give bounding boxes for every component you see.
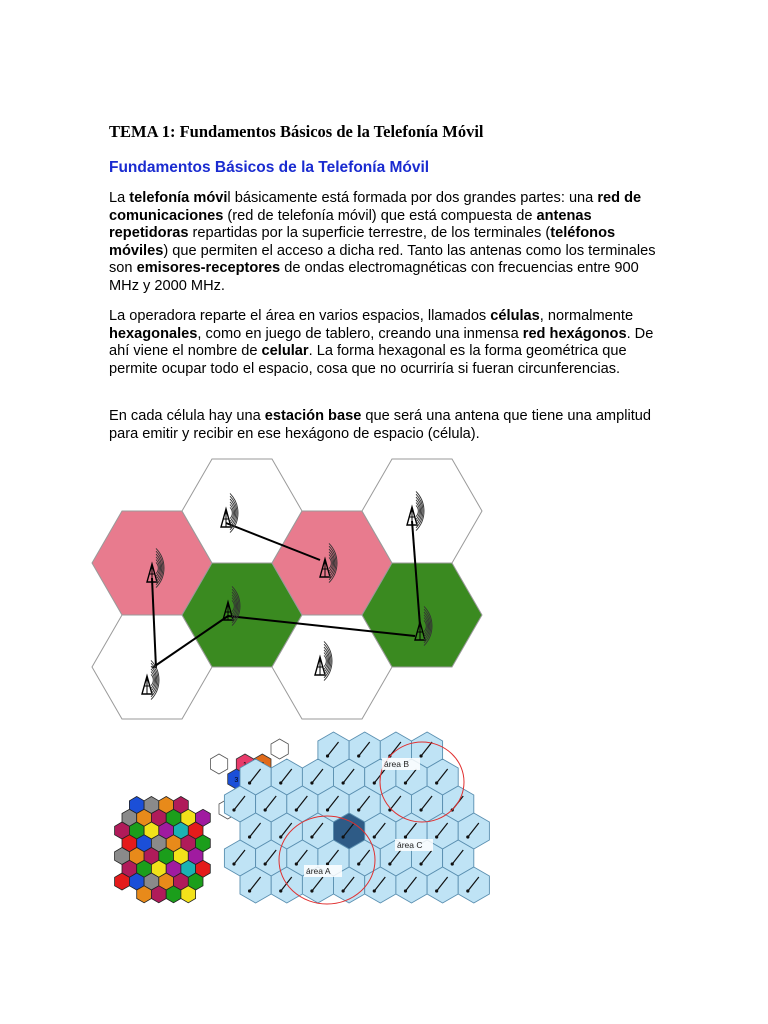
cluster-number: 3 [234,777,239,784]
antenna-base [279,889,282,892]
antenna-base [388,862,391,865]
antenna-base [310,781,313,784]
bold-term: hexagonales [109,325,198,342]
text-run: , como en juego de tablero, creando una inmensa [197,325,523,342]
page-title: TEMA 1: Fundamentos Básicos de la Telefonía Móvil [109,122,484,141]
antenna-base [466,889,469,892]
bold-term: telefonía móvi [129,190,228,206]
antenna-base [279,835,282,838]
bold-term: red de comunicaciones [109,190,642,224]
bold-term: teléfonos móviles [109,225,616,259]
section-heading: Fundamentos Básicos de la Telefonía Móvil [109,159,430,176]
area-hexagon-map [232,732,507,910]
paragraph-1 [109,190,657,295]
antenna-base [295,862,298,865]
bold-term: red hexágonos [522,325,627,342]
text-run: , normalmente [539,308,634,324]
text-run: repartidas por la superficie terrestre, de los terminales ( [188,225,551,241]
antenna-base [232,808,235,811]
color-hexagon [151,886,166,903]
antenna-base [451,862,454,865]
bold-term: emisores-receptores [136,260,281,276]
text-run: de ondas electromagnéticas con frecuencias entre 900 MHz y 2000 MHz. [109,260,639,294]
bold-term: antenas repetidoras [109,207,592,241]
text-run: que será una antena que tiene una amplitud para emitir y recibir en ese hexágono de espacio (célula). [109,408,651,442]
text-run: La [109,190,130,206]
bold-term: estación base [264,408,362,424]
color-hexagon [115,873,130,890]
text-run: . La forma hexagonal es la forma geométrica que permite ocupar todo el espacio, cosa que no ocurriría si fueran circunferencias. [109,343,627,377]
antenna-base [435,835,438,838]
antenna-base [435,781,438,784]
text-run: . De ahí viene el nombre de [109,325,654,359]
text-run: En cada célula hay una [109,408,265,424]
antenna-base [232,862,235,865]
antenna-base [295,808,298,811]
color-hexagon [166,886,181,903]
antenna-base [310,889,313,892]
cellular-network-diagram [100,468,510,718]
color-hexagon [181,886,196,903]
antenna-base [357,808,360,811]
antenna-base [373,889,376,892]
outline-hexagon [210,754,227,774]
area-c-label: área C [397,840,423,850]
antenna-base [342,835,345,838]
antenna-base [248,835,251,838]
antenna-base [342,889,345,892]
antenna-base [248,781,251,784]
antenna-base [404,781,407,784]
area-a-label: área A [306,866,331,876]
color-hexagon [137,886,152,903]
antenna-base [435,889,438,892]
antenna-base [248,889,251,892]
paragraph-3 [109,408,657,443]
text-run: l básicamente está formada por dos grandes partes: una [227,190,598,206]
bold-term: celular [261,343,309,359]
antenna-base [419,754,422,757]
cluster-hexagon-grid [100,725,239,915]
area-b-label: área B [384,759,410,769]
text-run: ) que permiten el acceso a dicha red. Tanto las antenas como los terminales son [109,242,656,276]
antenna-base [310,835,313,838]
antenna-base [373,835,376,838]
antenna-base [264,862,267,865]
antenna-base [264,808,267,811]
antenna-base [404,889,407,892]
text-run: La operadora reparte el área en varios espacios, llamados [109,308,491,324]
antenna-base [342,781,345,784]
antenna-base [357,862,360,865]
bold-term: células [490,308,540,324]
antenna-base [279,781,282,784]
antenna-base [357,754,360,757]
text-run: (red de telefonía móvil) que está compuesta de [223,207,537,224]
antenna-base [373,781,376,784]
antenna-base [326,808,329,811]
antenna-base [419,862,422,865]
antenna-base [466,835,469,838]
antenna-base [419,808,422,811]
paragraph-2 [109,308,657,378]
antenna-base [326,754,329,757]
antenna-base [404,835,407,838]
